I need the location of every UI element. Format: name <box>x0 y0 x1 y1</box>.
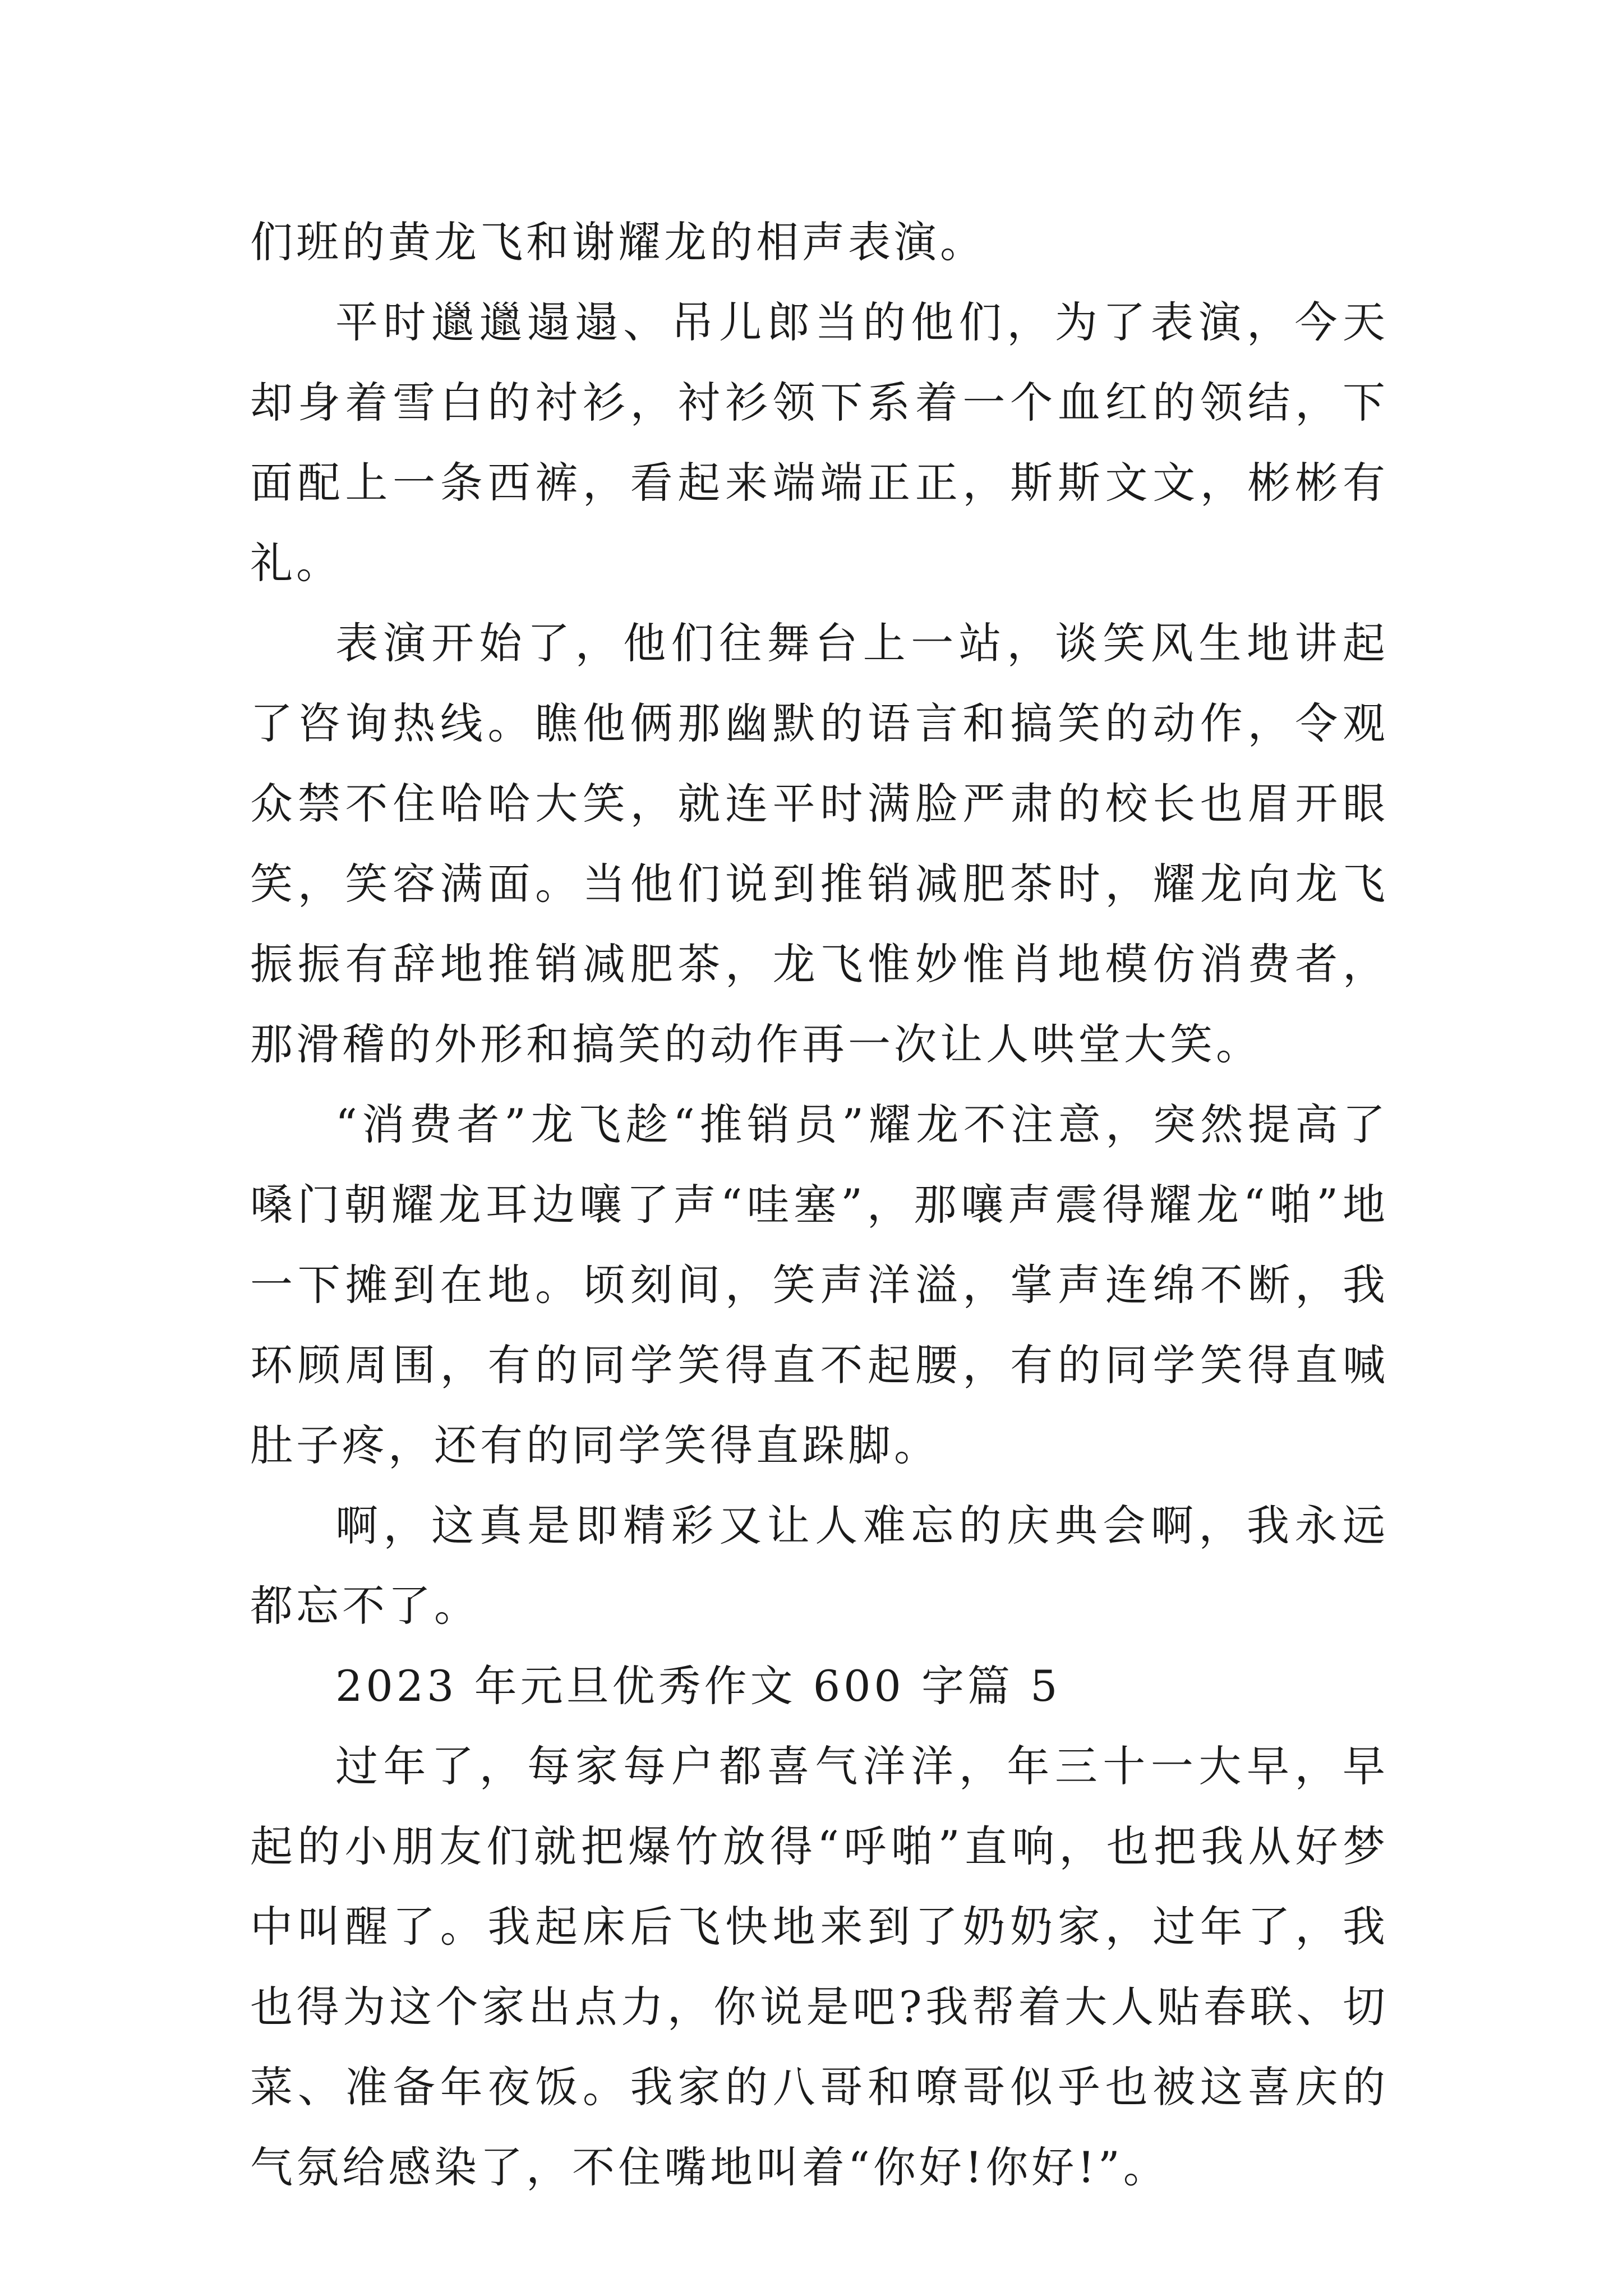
paragraph-6: 过年了，每家每户都喜气洋洋，年三十一大早，早起的小朋友们就把爆竹放得“呼啪”直响，也把我从好梦中叫醒了。我起床后飞快地来到了奶奶家，过年了，我也得为这个家出点力，你说是吧?我帮着大人贴春联、切菜、准备年夜饭。我家的八哥和嘹哥似乎也被这喜庆的气氛给感染了，不住嘴地叫着“你好!你好!”。 <box>250 1741 1389 2192</box>
paragraph-1: 们班的黄龙飞和谢耀龙的相声表演。 <box>250 217 986 267</box>
paragraph-5: 啊，这真是即精彩又让人难忘的庆典会啊，我永远都忘不了。 <box>250 1501 1389 1631</box>
paragraph-4: “消费者”龙飞趁“推销员”耀龙不注意，突然提高了嗓门朝耀龙耳边嚷了声“哇塞”，那嚷声震得耀龙“啪”地一下摊到在地。顷刻间，笑声洋溢，掌声连绵不断，我环顾周围，有的同学笑得直不起腰，有的同学笑得直喊肚子疼，还有的同学笑得直跺脚。 <box>250 1099 1389 1470</box>
paragraph-2: 平时邋邋遢遢、吊儿郎当的他们，为了表演，今天却身着雪白的衬衫，衬衫领下系着一个血红的领结，下面配上一条西裤，看起来端端正正，斯斯文文，彬彬有礼。 <box>250 297 1389 588</box>
document-body <box>250 202 1389 2207</box>
paragraph-3: 表演开始了，他们往舞台上一站，谈笑风生地讲起了咨询热线。瞧他俩那幽默的语言和搞笑的动作，令观众禁不住哈哈大笑，就连平时满脸严肃的校长也眉开眼笑，笑容满面。当他们说到推销减肥茶时，耀龙向龙飞振振有辞地推销减肥茶，龙飞惟妙惟肖地模仿消费者，那滑稽的外形和搞笑的动作再一次让人哄堂大笑。 <box>250 618 1389 1069</box>
section-heading: 2023 年元旦优秀作文 600 字篇 5 <box>335 1661 1061 1711</box>
